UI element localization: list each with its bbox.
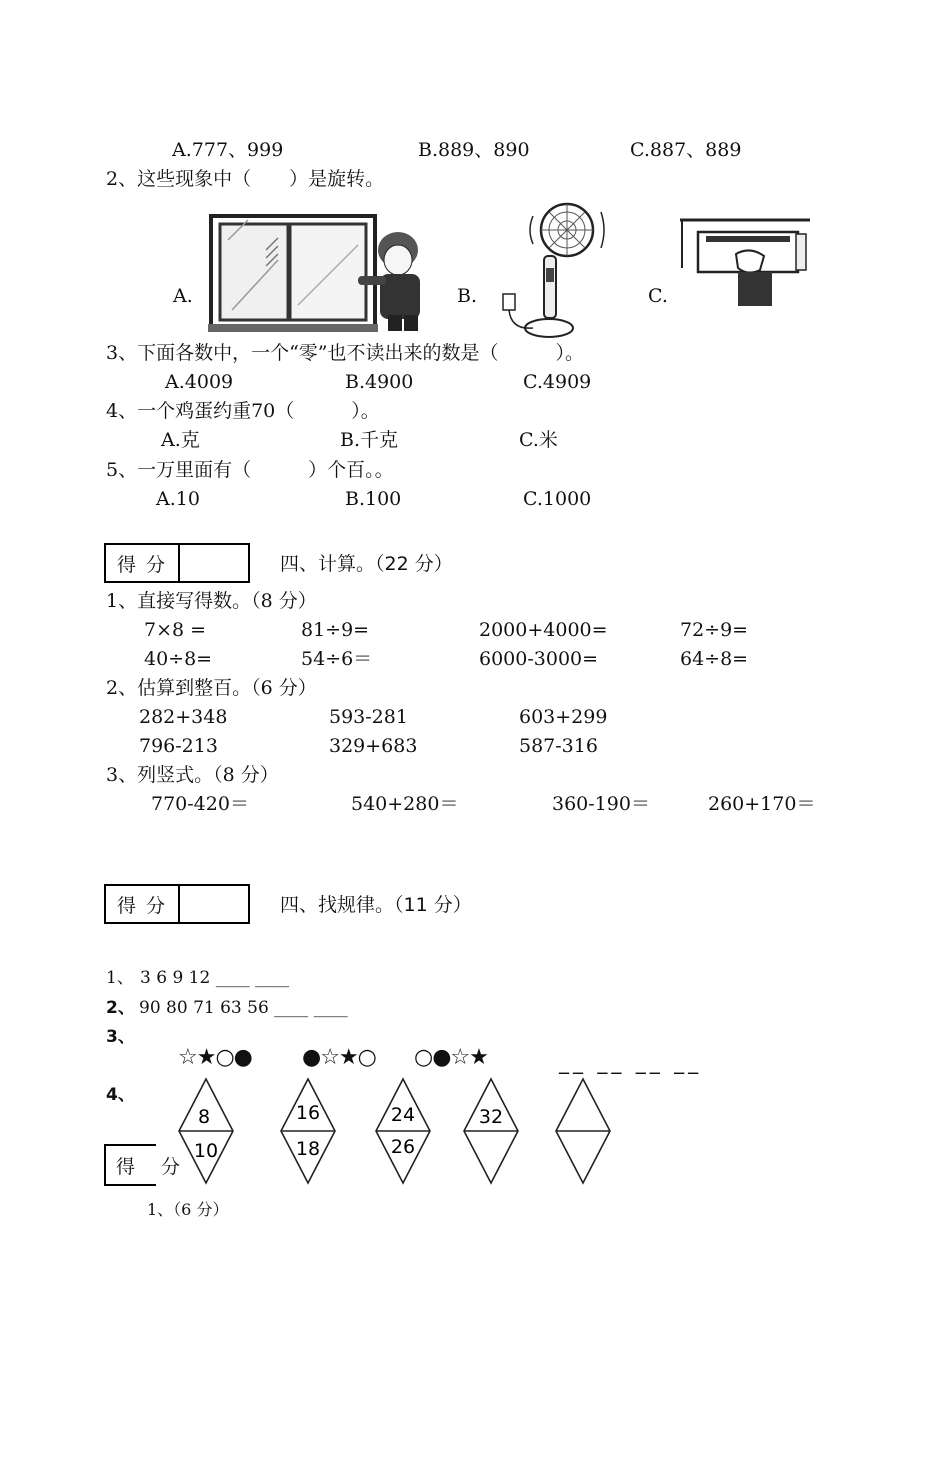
shape-group: ●☆★○ bbox=[302, 1045, 376, 1070]
score-box-calc bbox=[104, 543, 250, 583]
sliding-window-illustration bbox=[208, 210, 430, 336]
score-label: 得分 bbox=[106, 886, 180, 922]
diamond-bottom: 18 bbox=[295, 1138, 321, 1160]
diamond-bottom: 10 bbox=[193, 1140, 219, 1162]
q4-option-a: A.克 bbox=[161, 429, 200, 451]
q4-option-b: B.千克 bbox=[340, 429, 399, 451]
diamond-bottom: 26 bbox=[390, 1136, 416, 1158]
diamond bbox=[376, 1079, 430, 1183]
pattern-q1-label: 1、 bbox=[106, 968, 134, 988]
score-blank[interactable] bbox=[180, 545, 248, 581]
score-label: 得 分 bbox=[116, 1156, 191, 1178]
calc-item: 64÷8= bbox=[680, 648, 749, 670]
score-box-pattern bbox=[104, 884, 250, 924]
pattern-q1-sequence: 3 6 9 12 ____ ____ bbox=[140, 968, 290, 988]
q1-option-a: A.777、999 bbox=[172, 139, 284, 161]
q1-option-b: B.889、890 bbox=[418, 139, 530, 161]
q5-option-a: A.10 bbox=[156, 488, 200, 510]
electric-fan-illustration bbox=[497, 198, 602, 343]
pattern-q3-label: 3、 bbox=[106, 1027, 135, 1047]
calc-item: 6000-3000= bbox=[479, 648, 599, 670]
shape-blanks: __ __ __ __ bbox=[559, 1050, 703, 1074]
diamond bbox=[281, 1079, 335, 1183]
estimate-item: 329+683 bbox=[329, 735, 418, 757]
diamond-top: 32 bbox=[478, 1106, 504, 1128]
q4-option-c: C.米 bbox=[519, 429, 558, 451]
q1-option-c: C.887、889 bbox=[630, 139, 742, 161]
estimate-item: 587-316 bbox=[519, 735, 598, 757]
vertical-calc-item: 260+170＝ bbox=[708, 793, 816, 815]
diamond-pattern bbox=[175, 1076, 625, 1186]
score-box-partial bbox=[104, 1144, 191, 1186]
pattern-q2-label: 2、 bbox=[106, 998, 135, 1018]
q5-option-b: B.100 bbox=[345, 488, 402, 510]
pattern-q4-label: 4、 bbox=[106, 1085, 135, 1105]
diamond-blank bbox=[556, 1079, 610, 1183]
score-label: 得分 bbox=[106, 545, 180, 581]
q2-question: 2、这些现象中（ ）是旋转。 bbox=[106, 168, 385, 190]
estimate-item: 282+348 bbox=[139, 706, 228, 728]
calc-item: 7×8 = bbox=[144, 619, 207, 641]
estimate-item: 593-281 bbox=[329, 706, 408, 728]
diamond-top: 24 bbox=[390, 1104, 416, 1126]
last-item: 1、（6 分） bbox=[147, 1200, 229, 1219]
diamond bbox=[464, 1079, 518, 1183]
calc-item: 81÷9= bbox=[301, 619, 370, 641]
vertical-calc-item: 360-190＝ bbox=[552, 793, 650, 815]
vertical-calc-item: 770-420＝ bbox=[151, 793, 249, 815]
calc-item: 2000+4000= bbox=[479, 619, 608, 641]
section-calc-title: 四、计算。（22 分） bbox=[280, 553, 453, 575]
estimate-item: 796-213 bbox=[139, 735, 218, 757]
q3-option-b: B.4900 bbox=[345, 371, 414, 393]
q2-option-b: B. bbox=[457, 285, 478, 307]
q2-option-a: A. bbox=[173, 285, 193, 307]
q4-question: 4、一个鸡蛋约重70（ ）。 bbox=[106, 400, 380, 422]
estimate-item: 603+299 bbox=[519, 706, 608, 728]
diamond-top: 16 bbox=[295, 1102, 321, 1124]
drawer-illustration bbox=[678, 216, 812, 310]
section-pattern-title: 四、找规律。（11 分） bbox=[280, 894, 472, 916]
calc-part2-heading: 2、估算到整百。（6 分） bbox=[106, 677, 317, 699]
vertical-calc-item: 540+280＝ bbox=[351, 793, 459, 815]
shape-group: ☆★○● bbox=[178, 1045, 252, 1070]
q3-option-a: A.4009 bbox=[165, 371, 234, 393]
q5-option-c: C.1000 bbox=[523, 488, 592, 510]
pattern-q2-sequence: 90 80 71 63 56 ____ ____ bbox=[139, 998, 348, 1018]
q2-option-c: C. bbox=[648, 285, 668, 307]
calc-part1-heading: 1、直接写得数。（8 分） bbox=[106, 590, 317, 612]
calc-part3-heading: 3、列竖式。（8 分） bbox=[106, 764, 279, 786]
score-blank[interactable] bbox=[180, 886, 248, 922]
calc-item: 40÷8= bbox=[144, 648, 213, 670]
q3-question: 3、下面各数中，一个“零”也不读出来的数是（ ）。 bbox=[106, 342, 585, 364]
shape-group: ○●☆★ bbox=[414, 1045, 488, 1070]
q3-option-c: C.4909 bbox=[523, 371, 592, 393]
q5-question: 5、一万里面有（ ）个百。。 bbox=[106, 459, 394, 481]
calc-item: 54÷6＝ bbox=[301, 648, 373, 670]
calc-item: 72÷9= bbox=[680, 619, 749, 641]
diamond-top: 8 bbox=[197, 1106, 211, 1128]
